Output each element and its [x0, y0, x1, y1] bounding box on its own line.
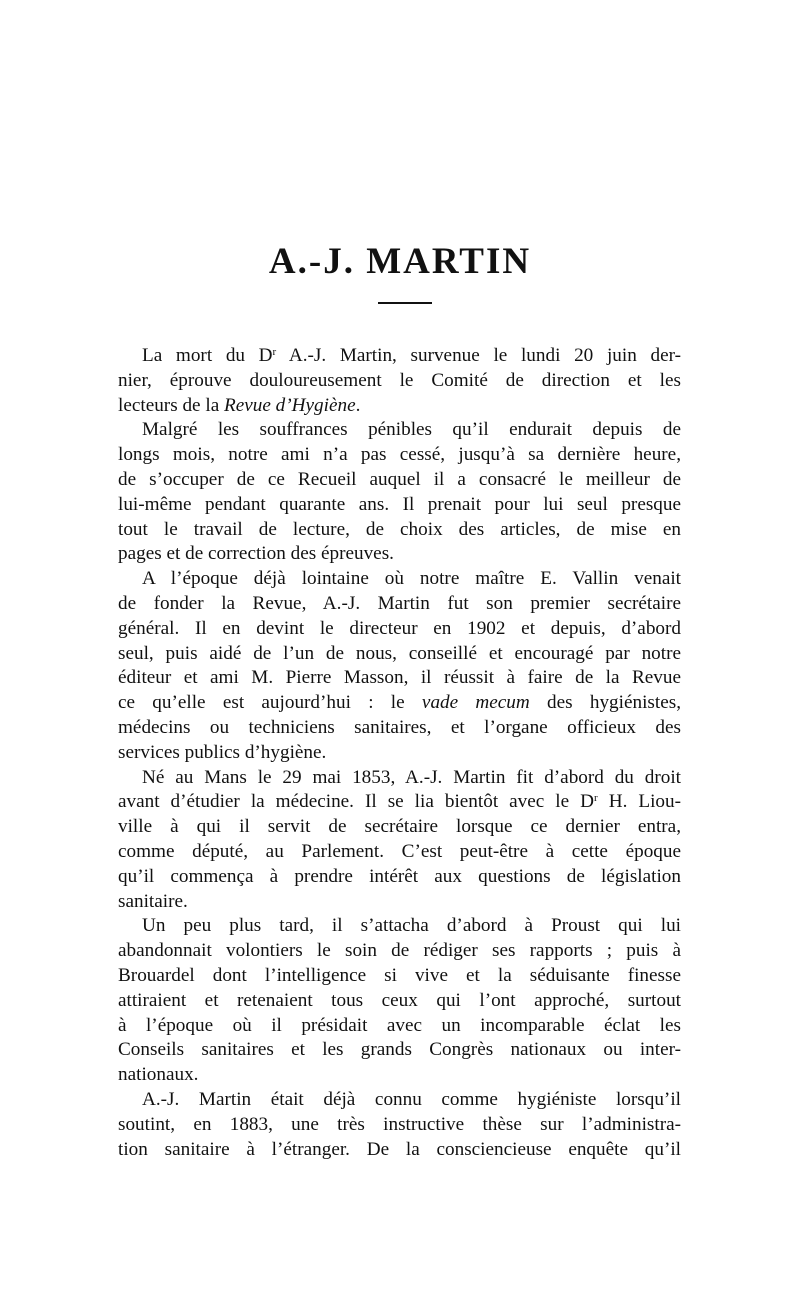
text-line	[118, 691, 681, 716]
text-segment: avant d’étudier la médecine. Il se lia bientôt avec le D	[118, 791, 595, 813]
text-line	[118, 766, 681, 791]
text-segment: à l’époque où il présidait avec un incomparable éclat les	[118, 1014, 681, 1036]
title-rule	[378, 302, 432, 304]
text-line	[118, 592, 681, 617]
text-segment: éditeur et ami M. Pierre Masson, il réussit à faire de la Revue	[118, 667, 681, 689]
text-segment: ville à qui il servit de secrétaire lorsque ce dernier entra,	[118, 816, 681, 838]
text-line	[118, 989, 681, 1014]
text-segment: ce qu’elle est aujourd’hui : le	[118, 692, 422, 714]
text-segment: Brouardel dont l’intelligence si vive et la séduisante finesse	[118, 964, 681, 986]
paragraph	[118, 766, 681, 915]
text-segment: A l’époque déjà lointaine où notre maître E. Vallin venait	[142, 568, 681, 590]
text-segment: des hygiénistes,	[529, 692, 681, 714]
text-line	[118, 344, 681, 369]
text-segment: Malgré les souffrances pénibles qu’il endurait depuis de	[142, 419, 681, 441]
text-segment: A.-J. Martin, survenue le lundi 20 juin der-	[276, 345, 681, 366]
text-segment: Un peu plus tard, il s’attacha d’abord à Proust qui lui	[142, 915, 681, 937]
text-segment: sanitaire.	[118, 890, 188, 912]
text-segment: longs mois, notre ami n’a pas cessé, jusqu’à sa dernière heure,	[118, 444, 681, 466]
text-line	[118, 394, 681, 419]
text-segment: abandonnait volontiers le soin de rédiger ses rapports ; puis à	[118, 940, 681, 962]
text-line	[118, 1038, 681, 1063]
text-line	[118, 790, 681, 815]
text-line	[118, 542, 681, 567]
text-segment: qu’il commença à prendre intérêt aux questions de législation	[118, 865, 681, 887]
text-segment: nationaux.	[118, 1064, 199, 1086]
text-line	[118, 914, 681, 939]
text-segment: H. Liou-	[597, 791, 681, 813]
superscript: r	[594, 792, 598, 805]
paragraph	[118, 1088, 681, 1162]
text-segment: tion sanitaire à l’étranger. De la consciencieuse enquête qu’il	[118, 1138, 681, 1160]
text-segment: comme député, au Parlement. C’est peut-être à cette époque	[118, 840, 681, 862]
text-line	[118, 617, 681, 642]
paragraph	[118, 344, 681, 418]
text-line	[118, 418, 681, 443]
text-segment: nier, éprouve douloureusement le Comité de direction et les	[118, 369, 681, 391]
text-line	[118, 840, 681, 865]
italic-text: vade mecum	[421, 692, 530, 714]
text-line	[118, 815, 681, 840]
text-segment: soutint, en 1883, une très instructive thèse sur l’administra-	[118, 1113, 681, 1135]
text-segment: lui-même pendant quarante ans. Il prenait pour lui seul presque	[118, 493, 681, 515]
text-line	[118, 865, 681, 890]
paragraph	[118, 914, 681, 1088]
text-line	[118, 493, 681, 518]
text-segment: seul, puis aidé de l’un de nous, conseillé et encouragé par notre	[118, 642, 681, 664]
italic-text: Revue d’Hygiène	[224, 394, 356, 416]
text-line	[118, 890, 681, 915]
paragraph	[118, 567, 681, 765]
text-line	[118, 518, 681, 543]
text-line	[118, 1088, 681, 1113]
article-body	[118, 344, 681, 1162]
text-segment: lecteurs de la	[118, 394, 225, 416]
paragraph	[118, 418, 681, 567]
superscript: r	[272, 346, 277, 358]
article-title: A.-J. MARTIN	[268, 241, 532, 282]
text-line	[118, 1138, 681, 1163]
text-line	[118, 1113, 681, 1138]
text-segment: Né au Mans le 29 mai 1853, A.-J. Martin fit d’abord du droit	[142, 766, 681, 788]
text-line	[118, 369, 681, 394]
text-line	[118, 468, 681, 493]
text-segment: médecins ou techniciens sanitaires, et l’organe officieux des	[118, 716, 681, 738]
text-segment: Conseils sanitaires et les grands Congrès nationaux ou inter-	[118, 1039, 681, 1061]
text-line	[118, 443, 681, 468]
text-segment: tout le travail de lecture, de choix des articles, de mise en	[118, 518, 681, 540]
text-line	[118, 964, 681, 989]
text-line	[118, 666, 681, 691]
text-line	[118, 642, 681, 667]
text-segment: La mort du D	[142, 345, 273, 366]
text-line	[118, 939, 681, 964]
text-segment: de s’occuper de ce Recueil auquel il a consacré le meilleur de	[118, 468, 681, 490]
text-line	[118, 567, 681, 592]
text-segment: .	[355, 394, 361, 416]
text-line	[118, 716, 681, 741]
text-segment: A.-J. Martin était déjà connu comme hygiéniste lorsqu’il	[142, 1088, 681, 1110]
text-segment: pages et de correction des épreuves.	[118, 543, 394, 565]
text-line	[118, 741, 681, 766]
text-segment: attiraient et retenaient tous ceux qui l’ont approché, surtout	[118, 989, 681, 1011]
text-segment: général. Il en devint le directeur en 1902 et depuis, d’abord	[118, 617, 681, 639]
text-line	[118, 1063, 681, 1088]
text-segment: services publics d’hygiène.	[118, 741, 327, 763]
text-line	[118, 1014, 681, 1039]
text-segment: de fonder la Revue, A.-J. Martin fut son premier secrétaire	[118, 592, 681, 614]
